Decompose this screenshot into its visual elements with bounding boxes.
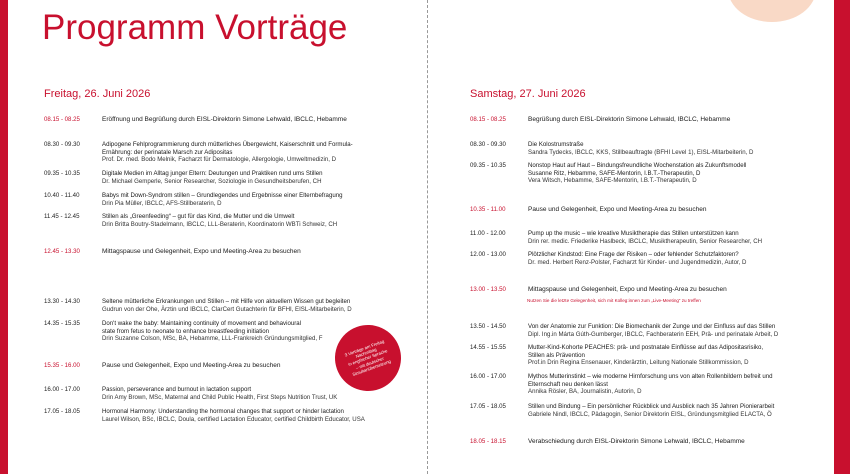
talk-row [44, 408, 365, 423]
left-edge-band [0, 0, 8, 474]
entry-body [102, 141, 353, 164]
time-slot: 13.00 - 13.50 [470, 286, 506, 293]
time-slot: 11.00 - 12.00 [470, 230, 506, 237]
speaker-line: Drin rer. medic. Friederike Haslbeck, IBCLC, Musiktherapeutin, Senior Researcher, CH [528, 237, 763, 245]
speaker-line: Sandra Tydecks, IBCLC, KKS, Stillbeauftragte (BFHI Level 1), EISL-Mitarbeiterin, D [528, 148, 754, 156]
time-slot: 11.45 - 12.45 [44, 213, 80, 220]
talk-title: Passion, perseverance and burnout in lactation support [102, 386, 252, 393]
entry-body [528, 206, 707, 214]
speaker-line: Dr. med. Herbert Renz-Polster, Facharzt für Kinder- und Jugendmedizin, Autor, D [528, 258, 747, 266]
speaker-line: Dipl. Ing.in Márta Gúth-Gumberger, IBCLC, Fachberaterin EEH, Prä- und perinatale Arbeit, D [528, 330, 779, 338]
break-row [44, 362, 281, 370]
talk-title: Stillen und Bindung – Ein persönlicher Rückblick und Ausblick nach 35 Jahren Pionierarbeit [528, 403, 775, 410]
time-slot: 08.15 - 08.25 [44, 116, 80, 123]
entry-body [528, 344, 763, 367]
entry-body [528, 162, 746, 185]
saturday-heading: Samstag, 27. Juni 2026 [470, 88, 586, 100]
break-label: Eröffnung und Begrüßung durch EISL-Direktorin Simone Lehwald, IBCLC, Hebamme [102, 116, 347, 123]
talk-row [470, 230, 762, 245]
badge-text: 3 Vorträge am Freitag Nachmittag in englischer Sprache – mit deutscher Simultanübersetzung [344, 338, 392, 377]
talk-row [470, 373, 773, 396]
entry-body [102, 408, 365, 423]
talk-title: Babys mit Down-Syndrom stillen – Grundlegendes und Ergebnisse einer Elternbefragung [102, 192, 343, 199]
page-fold-line [427, 0, 428, 474]
talk-title: Stillen als „Greenfeeding“ – gut für das Kind, die Mutter und die Umwelt [102, 213, 295, 220]
time-slot: 10.40 - 11.40 [44, 192, 80, 199]
talk-row [470, 323, 778, 338]
speaker-line: Drin Suzanne Colson, MSc, BA, Hebamme, LLL-Frankreich Gründungsmitglied, F [102, 335, 323, 343]
entry-body [528, 116, 730, 124]
talk-title: Susanne Ritz, Hebamme, SAFE-Mentorin, I.B.T.-Therapeutin, D [528, 169, 701, 177]
talk-title: Elternschaft neu denken lässt [528, 380, 608, 388]
talk-title: Don't wake the baby: Maintaining continuity of movement and behavioural [102, 320, 301, 327]
time-slot: 15.35 - 16.00 [44, 362, 80, 369]
talk-title: Die Kolostrumstraße [528, 141, 584, 148]
talk-title: Hormonal Harmony: Understanding the hormonal changes that support or hinder lactation [102, 408, 344, 415]
talk-title: state from fetus to neonate to enhance breastfeeding initiation [102, 327, 270, 335]
talk-row [44, 320, 323, 343]
talk-row [470, 344, 763, 367]
break-label: Verabschiedung durch EISL-Direktorin Simone Lehwald, IBCLC, Hebamme [528, 438, 745, 445]
entry-body [528, 230, 762, 245]
saturday-lunch-note: Nutzen Sie die letzte Gelegenheit, sich mit Kolleg:innen zum „Live-Meeting“ zu treffen [527, 298, 701, 303]
corner-decoration [728, 0, 816, 22]
talk-row [44, 298, 352, 313]
talk-row [44, 141, 353, 164]
talk-title: Digitale Medien im Alltag junger Eltern: Deutungen und Praktiken rund ums Stillen [102, 170, 323, 177]
talk-title: Von der Anatomie zur Funktion: Die Biomechanik der Zunge und der Einfluss auf das Stillen [528, 323, 776, 330]
entry-body [102, 298, 352, 313]
entry-body [102, 170, 323, 185]
entry-body [528, 141, 753, 156]
time-slot: 16.00 - 17.00 [44, 386, 80, 393]
entry-body [528, 403, 774, 418]
time-slot: 09.35 - 10.35 [44, 170, 80, 177]
talk-title: Adipogene Fehlprogrammierung durch mütterliches Übergewicht, Kaiserschnitt und Formula- [102, 141, 353, 148]
speaker-line: Vera Witsch, Hebamme, SAFE-Mentorin, I.B.T.-Therapeutin, D [528, 177, 697, 185]
speaker-line: Drin Amy Brown, MSc, Maternal and Child Public Health, First Steps Nutrition Trust, UK [102, 393, 338, 401]
time-slot: 16.00 - 17.00 [470, 373, 506, 380]
time-slot: 09.35 - 10.35 [470, 162, 506, 169]
time-slot: 13.50 - 14.50 [470, 323, 506, 330]
speaker-line: Prof. Dr. med. Bodo Melnik, Facharzt für Dermatologie, Allergologie, Umweltmedizin, D [102, 156, 337, 164]
break-row [44, 116, 347, 124]
talk-title: Nonstop Haut auf Haut – Bindungsfreundliche Wochenstation als Zukunftsmodell [528, 162, 747, 169]
speaker-line: Annika Rösler, BA, Journalistin, Autorin, D [528, 388, 642, 396]
time-slot: 12.00 - 13.00 [470, 251, 506, 258]
talk-title: Mutter-Kind-Kohorte PEACHES: prä- und postnatale Einflüsse auf das Adipositasrisiko, [528, 344, 764, 351]
friday-heading: Freitag, 26. Juni 2026 [44, 88, 151, 100]
entry-body [102, 213, 337, 228]
break-row [470, 438, 745, 446]
talk-row [470, 141, 753, 156]
break-label: Mittagspause und Gelegenheit, Expo und Meeting-Area zu besuchen [528, 286, 727, 293]
entry-body [528, 251, 746, 266]
entry-body [102, 192, 343, 207]
speaker-line: Gudrun von der Ohe, Ärztin und IBCLC, ClarCert Gutachterin für BFHI, EISL-Mitarbeiterin, D [102, 305, 352, 313]
simultaneous-translation-badge [326, 316, 411, 401]
time-slot: 18.05 - 18.15 [470, 438, 506, 445]
break-label: Begrüßung durch EISL-Direktorin Simone Lehwald, IBCLC, Hebamme [528, 116, 731, 123]
break-row [44, 248, 301, 256]
speaker-line: Laurel Wilson, BSc, IBCLC, Doula, certified Lactation Educator, certified Childbirth Educator, USA [102, 415, 365, 423]
entry-body [102, 320, 323, 343]
break-row [470, 286, 727, 294]
talk-title: Pump up the music – wie kreative Musiktherapie das Stillen unterstützen kann [528, 230, 739, 237]
right-edge-band [834, 0, 850, 474]
entry-body [528, 373, 773, 396]
page-title: Programm Vorträge [42, 8, 348, 47]
talk-row [470, 162, 746, 185]
break-label: Pause und Gelegenheit, Expo und Meeting-Area zu besuchen [102, 362, 281, 369]
time-slot: 17.05 - 18.05 [470, 403, 506, 410]
talk-row [470, 251, 746, 266]
time-slot: 14.55 - 15.55 [470, 344, 506, 351]
time-slot: 10.35 - 11.00 [470, 206, 506, 213]
time-slot: 14.35 - 15.35 [44, 320, 80, 327]
talk-row [44, 386, 337, 401]
time-slot: 08.30 - 09.30 [44, 141, 80, 148]
entry-body [528, 286, 727, 294]
entry-body [528, 323, 778, 338]
entry-body [102, 362, 281, 370]
break-label: Mittagspause und Gelegenheit, Expo und Meeting-Area zu besuchen [102, 248, 301, 255]
talk-title: Plötzlicher Kindstod: Eine Frage der Risiken – oder fehlender Schutzfaktoren? [528, 251, 739, 258]
speaker-line: Gabriele Nindl, IBCLC, Pädagogin, Senior Direktorin EISL, Gründungsmitglied ELACTA, Ö [528, 410, 772, 418]
speaker-line: Prof.in Drin Regina Ensenauer, Kinderärztin, Leitung Nationale Stillkommission, D [528, 359, 749, 367]
time-slot: 17.05 - 18.05 [44, 408, 80, 415]
talk-title: Stillen als Prävention [528, 351, 585, 359]
talk-row [44, 170, 323, 185]
time-slot: 08.30 - 09.30 [470, 141, 506, 148]
talk-row [44, 213, 337, 228]
talk-row [470, 403, 774, 418]
break-row [470, 206, 707, 214]
break-row [470, 116, 730, 124]
talk-title: Mythos Mutterinstinkt – wie moderne Hirnforschung uns von alten Rollenbildern befreit und [528, 373, 773, 380]
time-slot: 12.45 - 13.30 [44, 248, 80, 255]
speaker-line: Dr. Michael Gemperle, Senior Researcher, Soziologie in Gesundheitsberufen, CH [102, 177, 322, 185]
talk-title: Ernährung: der perinatale Marsch zur Adipositas [102, 148, 233, 156]
time-slot: 08.15 - 08.25 [470, 116, 506, 123]
talk-title: Seltene mütterliche Erkrankungen und Stillen – mit Hilfe von aktuellem Wissen gut begleiten [102, 298, 351, 305]
speaker-line: Drin Pia Müller, IBCLC, AFS-Stillberaterin, D [102, 199, 222, 207]
talk-row [44, 192, 343, 207]
speaker-line: Drin Britta Boutry-Stadelmann, IBCLC, LLL-Beraterin, Koordinatorin WBTi Schweiz, CH [102, 220, 338, 228]
entry-body [528, 438, 745, 446]
entry-body [102, 116, 347, 124]
entry-body [102, 248, 301, 256]
break-label: Pause und Gelegenheit, Expo und Meeting-Area zu besuchen [528, 206, 707, 213]
time-slot: 13.30 - 14.30 [44, 298, 80, 305]
entry-body [102, 386, 337, 401]
